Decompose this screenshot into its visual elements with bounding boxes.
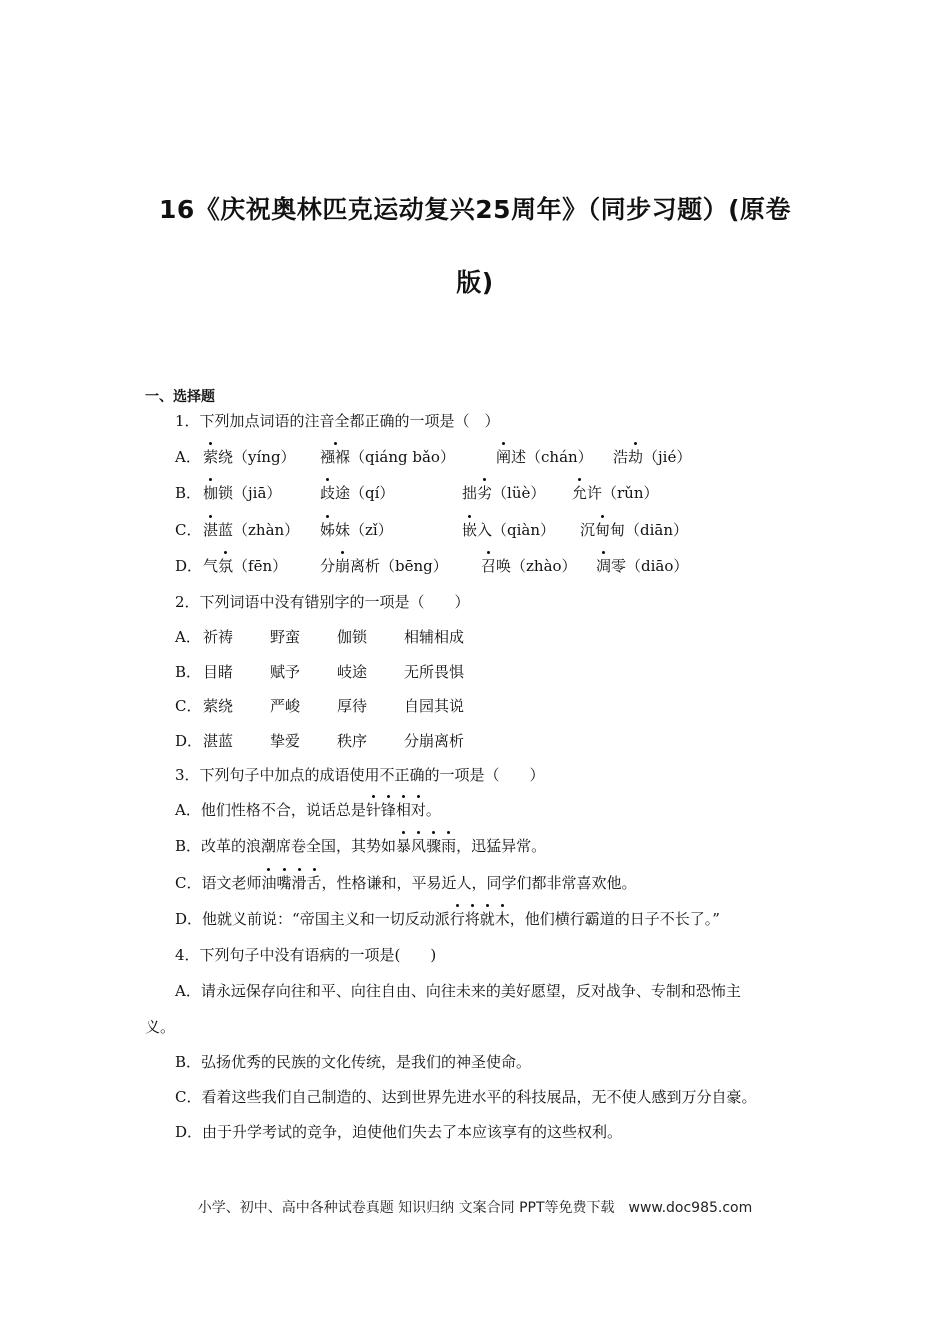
pinyin-item: 歧途（qí） — [320, 484, 395, 502]
word: 野蛮 — [270, 628, 301, 646]
pinyin-item: 湛蓝（zhàn） — [203, 521, 300, 539]
pinyin-item: 沉甸甸（diān） — [580, 521, 689, 539]
dotted-char: 骤 — [426, 837, 442, 855]
dotted-word: 凋 — [596, 557, 612, 575]
pinyin-item: 嵌入（qiàn） — [462, 521, 556, 539]
footer-advert: 小学、初中、高中各种试卷真题 知识归纳 文案合同 PPT等免费下载 www.doc985.com — [197, 1200, 753, 1216]
q3-option-c: C．语文老师油嘴滑舌，性格谦和，平易近人，同学们都非常喜欢他。 — [175, 874, 637, 892]
dotted-char: 对 — [410, 801, 426, 819]
dotted-word: 嵌 — [462, 521, 478, 539]
pinyin-item: 分崩离析（bēng） — [320, 557, 448, 575]
word: 分崩离析 — [404, 732, 465, 750]
word: 赋予 — [270, 663, 301, 681]
document-title-line-2: 版) — [456, 268, 494, 297]
dotted-char: 嘴 — [276, 874, 292, 892]
dotted-word: 甸 — [595, 521, 611, 539]
option-label: D． — [175, 557, 203, 575]
dotted-char: 滑 — [291, 874, 307, 892]
dotted-word: 襁褓 — [320, 448, 351, 466]
word: 严峻 — [270, 697, 301, 715]
dotted-char: 舌 — [306, 874, 322, 892]
option-label: A． — [175, 448, 201, 466]
dotted-word: 召 — [481, 557, 497, 575]
dotted-word: 允 — [572, 484, 588, 502]
dotted-char: 相 — [395, 801, 411, 819]
section-heading: 一、选择题 — [145, 389, 215, 405]
dotted-word: 姊 — [320, 521, 336, 539]
dotted-char: 木 — [494, 910, 510, 928]
q4-option-d: D．由于升学考试的竞争，迫使他们失去了本应该享有的这些权利。 — [175, 1123, 623, 1141]
dotted-char: 油 — [261, 874, 277, 892]
q2-stem: 2．下列词语中没有错别字的一项是（ ） — [175, 593, 470, 611]
word: 厚待 — [337, 697, 368, 715]
dotted-char: 风 — [411, 837, 427, 855]
dotted-char: 暴 — [396, 837, 412, 855]
q3-stem: 3．下列句子中加点的成语使用不正确的一项是（ ） — [175, 766, 545, 784]
q3-option-d: D．他就义前说：“帝国主义和一切反动派行将就木，他们横行霸道的日子不长了。” — [175, 910, 720, 928]
pinyin-item: 阐述（chán） — [496, 448, 593, 466]
q4-option-c: C．看着这些我们自己制造的、达到世界先进水平的科技展品，无不使人感到万分自豪。 — [175, 1088, 757, 1106]
dotted-word: 萦 — [203, 448, 219, 466]
pinyin-item: 允许（rǔn） — [572, 484, 659, 502]
word: 目睹 — [203, 663, 234, 681]
pinyin-item: 枷锁（jiā） — [203, 484, 282, 502]
dotted-word: 阐 — [496, 448, 512, 466]
word: 湛蓝 — [203, 732, 234, 750]
word: 伽锁 — [337, 628, 368, 646]
q1-stem: 1．下列加点词语的注音全都正确的一项是（ ） — [175, 412, 500, 430]
option-label: A． — [175, 628, 201, 646]
dotted-char: 将 — [464, 910, 480, 928]
word: 祈祷 — [203, 628, 234, 646]
q4-option-a-continued: 义。 — [145, 1018, 176, 1036]
dotted-char: 就 — [479, 910, 495, 928]
dotted-char: 行 — [449, 910, 465, 928]
dotted-word: 歧 — [320, 484, 336, 502]
q3-option-b: B．改革的浪潮席卷全国，其势如暴风骤雨，迅猛异常。 — [175, 837, 547, 855]
q4-option-a: A．请永远保存向往和平、向往自由、向往未来的美好愿望，反对战争、专制和恐怖主 — [175, 982, 741, 1000]
dotted-char: 锋 — [380, 801, 396, 819]
dotted-word: 崩 — [335, 557, 351, 575]
pinyin-item: 襁褓（qiáng bǎo） — [320, 448, 455, 466]
q4-stem: 4．下列句子中没有语病的一项是( ) — [175, 946, 437, 964]
pinyin-item: 气氛（fēn） — [203, 557, 288, 575]
option-label: D． — [175, 732, 203, 750]
q3-option-a: A．他们性格不合，说话总是针锋相对。 — [175, 801, 441, 819]
pinyin-item: 浩劫（jié） — [613, 448, 692, 466]
pinyin-item: 凋零（diāo） — [596, 557, 689, 575]
q4-option-b: B．弘扬优秀的民族的文化传统，是我们的神圣使命。 — [175, 1053, 532, 1071]
dotted-idiom — [366, 801, 426, 819]
dotted-char: 雨 — [441, 837, 457, 855]
option-label: C． — [175, 521, 202, 539]
word: 自园其说 — [404, 697, 465, 715]
dotted-word: 氛 — [218, 557, 234, 575]
word: 岐途 — [337, 663, 368, 681]
word: 秩序 — [337, 732, 368, 750]
option-label: C． — [175, 697, 202, 715]
document-title-line-1: 16《庆祝奥林匹克运动复兴25周年》（同步习题）(原卷 — [158, 195, 791, 224]
dotted-word: 枷 — [203, 484, 219, 502]
pinyin-item: 萦绕（yíng） — [203, 448, 296, 466]
option-label: B． — [175, 484, 202, 502]
dotted-word: 劫 — [628, 448, 644, 466]
word: 萦绕 — [203, 697, 234, 715]
dotted-char: 针 — [365, 801, 381, 819]
dotted-word: 劣 — [477, 484, 493, 502]
dotted-word: 湛 — [203, 521, 219, 539]
pinyin-item: 姊妹（zǐ） — [320, 521, 393, 539]
dotted-idiom — [450, 910, 510, 928]
word: 无所畏惧 — [404, 663, 465, 681]
word: 挚爱 — [270, 732, 301, 750]
word: 相辅相成 — [404, 628, 465, 646]
dotted-idiom — [396, 837, 456, 855]
dotted-idiom — [261, 874, 321, 892]
option-label: B． — [175, 663, 202, 681]
pinyin-item: 召唤（zhào） — [481, 557, 577, 575]
pinyin-item: 拙劣（lüè） — [462, 484, 546, 502]
